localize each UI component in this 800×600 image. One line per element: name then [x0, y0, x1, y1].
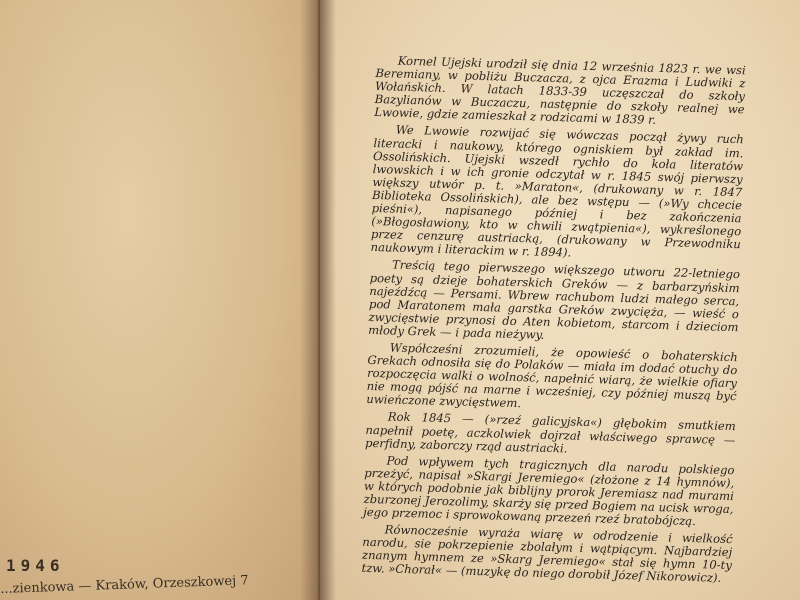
paragraph: Współcześni zrozumieli, że opowieść o bohaterskich Grekach odnosiła się do Polaków — miała im dodać otuchy do rozpoczęcia walki o wolność, napełnić wiarą, że wielkie ofiary nie mogą pójść na marne i wcześniej, czy później muszą być uwieńczone zwycięstwem. — [366, 340, 738, 411]
book-gutter — [300, 0, 336, 600]
paragraph: Pod wpływem tych tragicznych dla narodu polskiego przeżyć, napisał »Skargi Jeremiego« (złożone z 14 hymnów), w których podobnie jak biblijny prorok Jeremiasz nad murami zburzonej Jerozolimy, skarży się przed Bogiem na ucisk wroga, jego przemoc i sprowokowaną przezeń rzeź bratobójczą. — [363, 453, 735, 529]
publication-year: 1946 — [6, 556, 65, 575]
paragraph: We Lwowie rozwijać się wówczas począł żywy ruch literacki i naukowy, którego ogniskiem był zakład im. Ossolińskich. Ujejski wszedł rychło do koła literatów lwowskich i w ich gronie odczytał w r. 1845 swój pierwszy większy utwór p. t. »Maraton«, (drukowany w r. 1847 Biblioteka Ossolińskich), ale bez wstępu — (»Wy chcecie pieśni«), napisanego później i bez zakończenia (»Błogosławiony, kto w chwili zwątpienia«), wykreślonego przez cenzurę austriacką, (drukowany w Przewodniku naukowym i literackim w r. 1894). — [370, 123, 744, 260]
paragraph: Rok 1845 — (»rzeź galicyjska«) głębokim smutkiem napełnił poetę, aczkolwiek dojrzał właściwego sprawcę — perfidny, zaborczy rząd austriacki. — [364, 409, 736, 456]
left-page — [0, 0, 318, 600]
paragraph: Treścią tego pierwszego większego utworu 22-letniego poety są dzieje bohaterskich Greków — z barbarzyńskim najeźdźcą — Persami. Wbrew rachubom ludzi małego serca, pod Maratonem mała garstka Greków zwycięża, — wieść o zwycięstwie przynosi do Aten kobietom, starcom i dzieciom młody Grek — i pada nieżywy. — [368, 257, 741, 342]
paragraph: Równocześnie wyraża wiarę w odrodzenie i wielkość narodu, sie pokrzepienie zbolałym i wątpiącym. Najbardziej znanym hymnem ze »Skarg Jeremiego« stał się hymn 10-ty tzw. »Chorał« — (muzykę do niego dorobił Józef Nikorowicz). — [361, 522, 733, 586]
printer-imprint: ...zienkowa — Kraków, Orzeszkowej 7 — [0, 573, 249, 597]
paragraph: Kornel Ujejski urodził się dnia 12 września 1823 r. we wsi Beremiany, w pobliżu Buczacza, z ojca Erazma i Ludwiki z Wołańskich. W latach 1833-39 uczęszczał do szkoły Bazylianów w Buczaczu, następnie do szkoły realnej we Lwowie, gdzie zamieszkał z rodzicami w 1839 r. — [374, 53, 746, 128]
page-text-block — [361, 54, 746, 590]
